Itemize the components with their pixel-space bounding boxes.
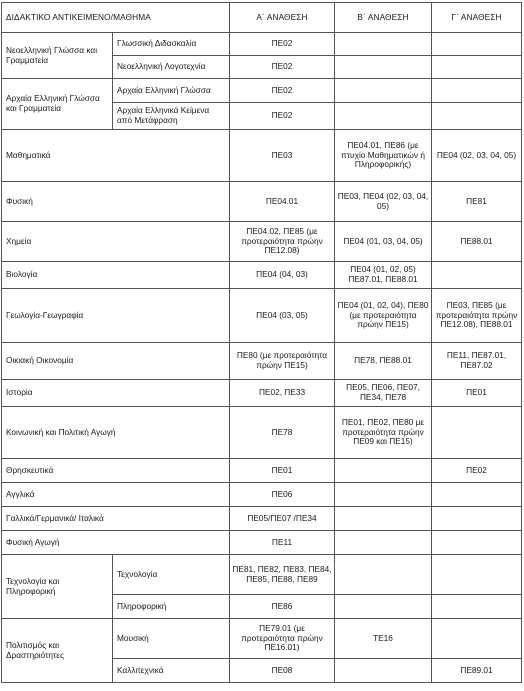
assignment-c-cell xyxy=(432,56,522,79)
assignment-b-cell xyxy=(335,103,432,130)
assignment-a-cell: ΠΕ11 xyxy=(230,531,335,555)
assignment-b-cell: ΠΕ04 (01, 02, 05) ΠΕ87.01, ΠΕ88.01 xyxy=(335,262,432,289)
table-row xyxy=(2,33,522,56)
assignment-b-cell xyxy=(335,459,432,483)
header-assignment-c: Γ΄ ΑΝΑΘΕΣΗ xyxy=(432,3,522,33)
subject-group-cell: Τεχνολογία και Πληροφορική xyxy=(2,555,113,619)
subject-cell: Αγγλικά xyxy=(2,483,230,507)
assignment-a-cell: ΠΕ08 xyxy=(230,659,335,683)
assignment-a-cell: ΠΕ04.01 xyxy=(230,182,335,222)
assignment-table xyxy=(1,2,522,683)
header-assignment-a: Α΄ ΑΝΑΘΕΣΗ xyxy=(230,3,335,33)
table-row xyxy=(2,130,522,182)
subject-cell: Βιολογία xyxy=(2,262,230,289)
assignment-b-cell: ΠΕ04 (01, 02, 04), ΠΕ80 (με προτεραιότητα πρώην ΠΕ15) xyxy=(335,289,432,343)
assignment-b-cell: ΠΕ03, ΠΕ04 (02, 03, 04, 05) xyxy=(335,182,432,222)
subject-cell: Χημεία xyxy=(2,222,230,262)
assignment-a-cell: ΠΕ02 xyxy=(230,79,335,103)
table-row xyxy=(2,555,522,595)
assignment-b-cell: ΤΕ16 xyxy=(335,619,432,659)
assignment-a-cell: ΠΕ04 (04, 03) xyxy=(230,262,335,289)
assignment-c-cell xyxy=(432,531,522,555)
subsubject-cell: Καλλιτεχνικά xyxy=(113,659,230,683)
assignment-a-cell: ΠΕ02, ΠΕ33 xyxy=(230,380,335,407)
assignment-a-cell: ΠΕ03 xyxy=(230,130,335,182)
assignment-c-cell: ΠΕ01 xyxy=(432,380,522,407)
assignment-a-cell: ΠΕ86 xyxy=(230,595,335,619)
assignment-c-cell xyxy=(432,555,522,595)
assignment-c-cell xyxy=(432,262,522,289)
table-row xyxy=(2,222,522,262)
assignment-c-cell: ΠΕ04 (02, 03, 04, 05) xyxy=(432,130,522,182)
assignment-b-cell xyxy=(335,483,432,507)
assignment-a-cell: ΠΕ01 xyxy=(230,459,335,483)
assignment-c-cell xyxy=(432,595,522,619)
subsubject-cell: Αρχαία Ελληνική Γλώσσα xyxy=(113,79,230,103)
subsubject-cell: Πληροφορική xyxy=(113,595,230,619)
subject-cell: Οικιακή Οικονομία xyxy=(2,343,230,380)
assignment-b-cell: ΠΕ05, ΠΕ06, ΠΕ07, ΠΕ34, ΠΕ78 xyxy=(335,380,432,407)
assignment-c-cell: ΠΕ11, ΠΕ87.01, ΠΕ87.02 xyxy=(432,343,522,380)
assignment-c-cell: ΠΕ88.01 xyxy=(432,222,522,262)
assignment-b-cell xyxy=(335,56,432,79)
assignment-b-cell: ΠΕ01, ΠΕ02, ΠΕ80 με προτεραιότητα πρώην ΠΕ09 και ΠΕ15) xyxy=(335,407,432,459)
subject-cell: Γαλλικά/Γερμανικά/ Ιταλικά xyxy=(2,507,230,531)
assignment-c-cell xyxy=(432,33,522,56)
assignment-a-cell: ΠΕ02 xyxy=(230,33,335,56)
assignment-a-cell: ΠΕ02 xyxy=(230,103,335,130)
subject-cell: Φυσική xyxy=(2,182,230,222)
table-row xyxy=(2,79,522,103)
assignment-c-cell: ΠΕ89.01 xyxy=(432,659,522,683)
table-row xyxy=(2,459,522,483)
assignment-c-cell xyxy=(432,103,522,130)
table-row xyxy=(2,262,522,289)
subject-cell: Κοινωνική και Πολιτική Αγωγή xyxy=(2,407,230,459)
table-row xyxy=(2,507,522,531)
assignment-b-cell: ΠΕ78, ΠΕ88.01 xyxy=(335,343,432,380)
subject-group-cell: Νεοελληνική Γλώσσα και Γραμματεία xyxy=(2,33,113,79)
assignment-b-cell xyxy=(335,507,432,531)
subject-cell: Φυσική Αγωγή xyxy=(2,531,230,555)
table-row xyxy=(2,407,522,459)
assignment-a-cell: ΠΕ02 xyxy=(230,56,335,79)
assignment-b-cell xyxy=(335,79,432,103)
assignment-b-cell: ΠΕ04 (01, 03, 04, 05) xyxy=(335,222,432,262)
subject-cell: Μαθηματικά xyxy=(2,130,230,182)
header-row xyxy=(2,3,522,33)
assignment-a-cell: ΠΕ78 xyxy=(230,407,335,459)
table-row xyxy=(2,483,522,507)
header-subject: ΔΙΔΑΚΤΙΚΟ ΑΝΤΙΚΕΙΜΕΝΟ/ΜΑΘΗΜΑ xyxy=(2,3,230,33)
assignment-b-cell xyxy=(335,33,432,56)
assignment-b-cell: ΠΕ04.01, ΠΕ86 (με πτυχίο Μαθηματικών ή Πληροφορικής) xyxy=(335,130,432,182)
table-row xyxy=(2,380,522,407)
assignment-a-cell: ΠΕ04 (03, 05) xyxy=(230,289,335,343)
assignment-a-cell: ΠΕ04.02, ΠΕ85 (με προτεραιότητα πρώην ΠΕ12.08) xyxy=(230,222,335,262)
assignment-c-cell xyxy=(432,507,522,531)
assignment-b-cell xyxy=(335,595,432,619)
subject-cell: Γεωλογία-Γεωγραφία xyxy=(2,289,230,343)
subsubject-cell: Νεοελληνική Λογοτεχνία xyxy=(113,56,230,79)
assignment-b-cell xyxy=(335,531,432,555)
assignment-c-cell: ΠΕ02 xyxy=(432,459,522,483)
assignment-c-cell xyxy=(432,619,522,659)
assignment-a-cell: ΠΕ06 xyxy=(230,483,335,507)
subject-group-cell: Αρχαία Ελληνική Γλώσσα και Γραμματεία xyxy=(2,79,113,130)
assignment-b-cell xyxy=(335,555,432,595)
assignment-c-cell xyxy=(432,79,522,103)
table-row xyxy=(2,182,522,222)
assignment-a-cell: ΠΕ05/ΠΕ07 /ΠΕ34 xyxy=(230,507,335,531)
header-assignment-b: Β΄ ΑΝΑΘΕΣΗ xyxy=(335,3,432,33)
assignment-a-cell: ΠΕ81, ΠΕ82, ΠΕ83, ΠΕ84, ΠΕ85, ΠΕ88, ΠΕ89 xyxy=(230,555,335,595)
subsubject-cell: Τεχνολογία xyxy=(113,555,230,595)
assignment-c-cell xyxy=(432,407,522,459)
table-row xyxy=(2,289,522,343)
table-row xyxy=(2,343,522,380)
subsubject-cell: Γλωσσική Διδασκαλία xyxy=(113,33,230,56)
assignment-a-cell: ΠΕ80 (με προτεραιότητα πρώην ΠΕ15) xyxy=(230,343,335,380)
subject-cell: Ιστορία xyxy=(2,380,230,407)
assignment-a-cell: ΠΕ79.01 (με προτεραιότητα πρώην ΠΕ16.01) xyxy=(230,619,335,659)
table-row xyxy=(2,619,522,659)
assignment-b-cell xyxy=(335,659,432,683)
subject-cell: Θρησκευτικά xyxy=(2,459,230,483)
subsubject-cell: Μουσική xyxy=(113,619,230,659)
subsubject-cell: Αρχαία Ελληνικά Κείμενα από Μετάφραση xyxy=(113,103,230,130)
subject-group-cell: Πολιτισμός και Δραστηριότητες xyxy=(2,619,113,683)
assignment-c-cell xyxy=(432,483,522,507)
assignment-c-cell: ΠΕ81 xyxy=(432,182,522,222)
assignment-c-cell: ΠΕ03, ΠΕ85 (με προτεραιότητα πρώην ΠΕ12.08), ΠΕ88.01 xyxy=(432,289,522,343)
table-row xyxy=(2,531,522,555)
